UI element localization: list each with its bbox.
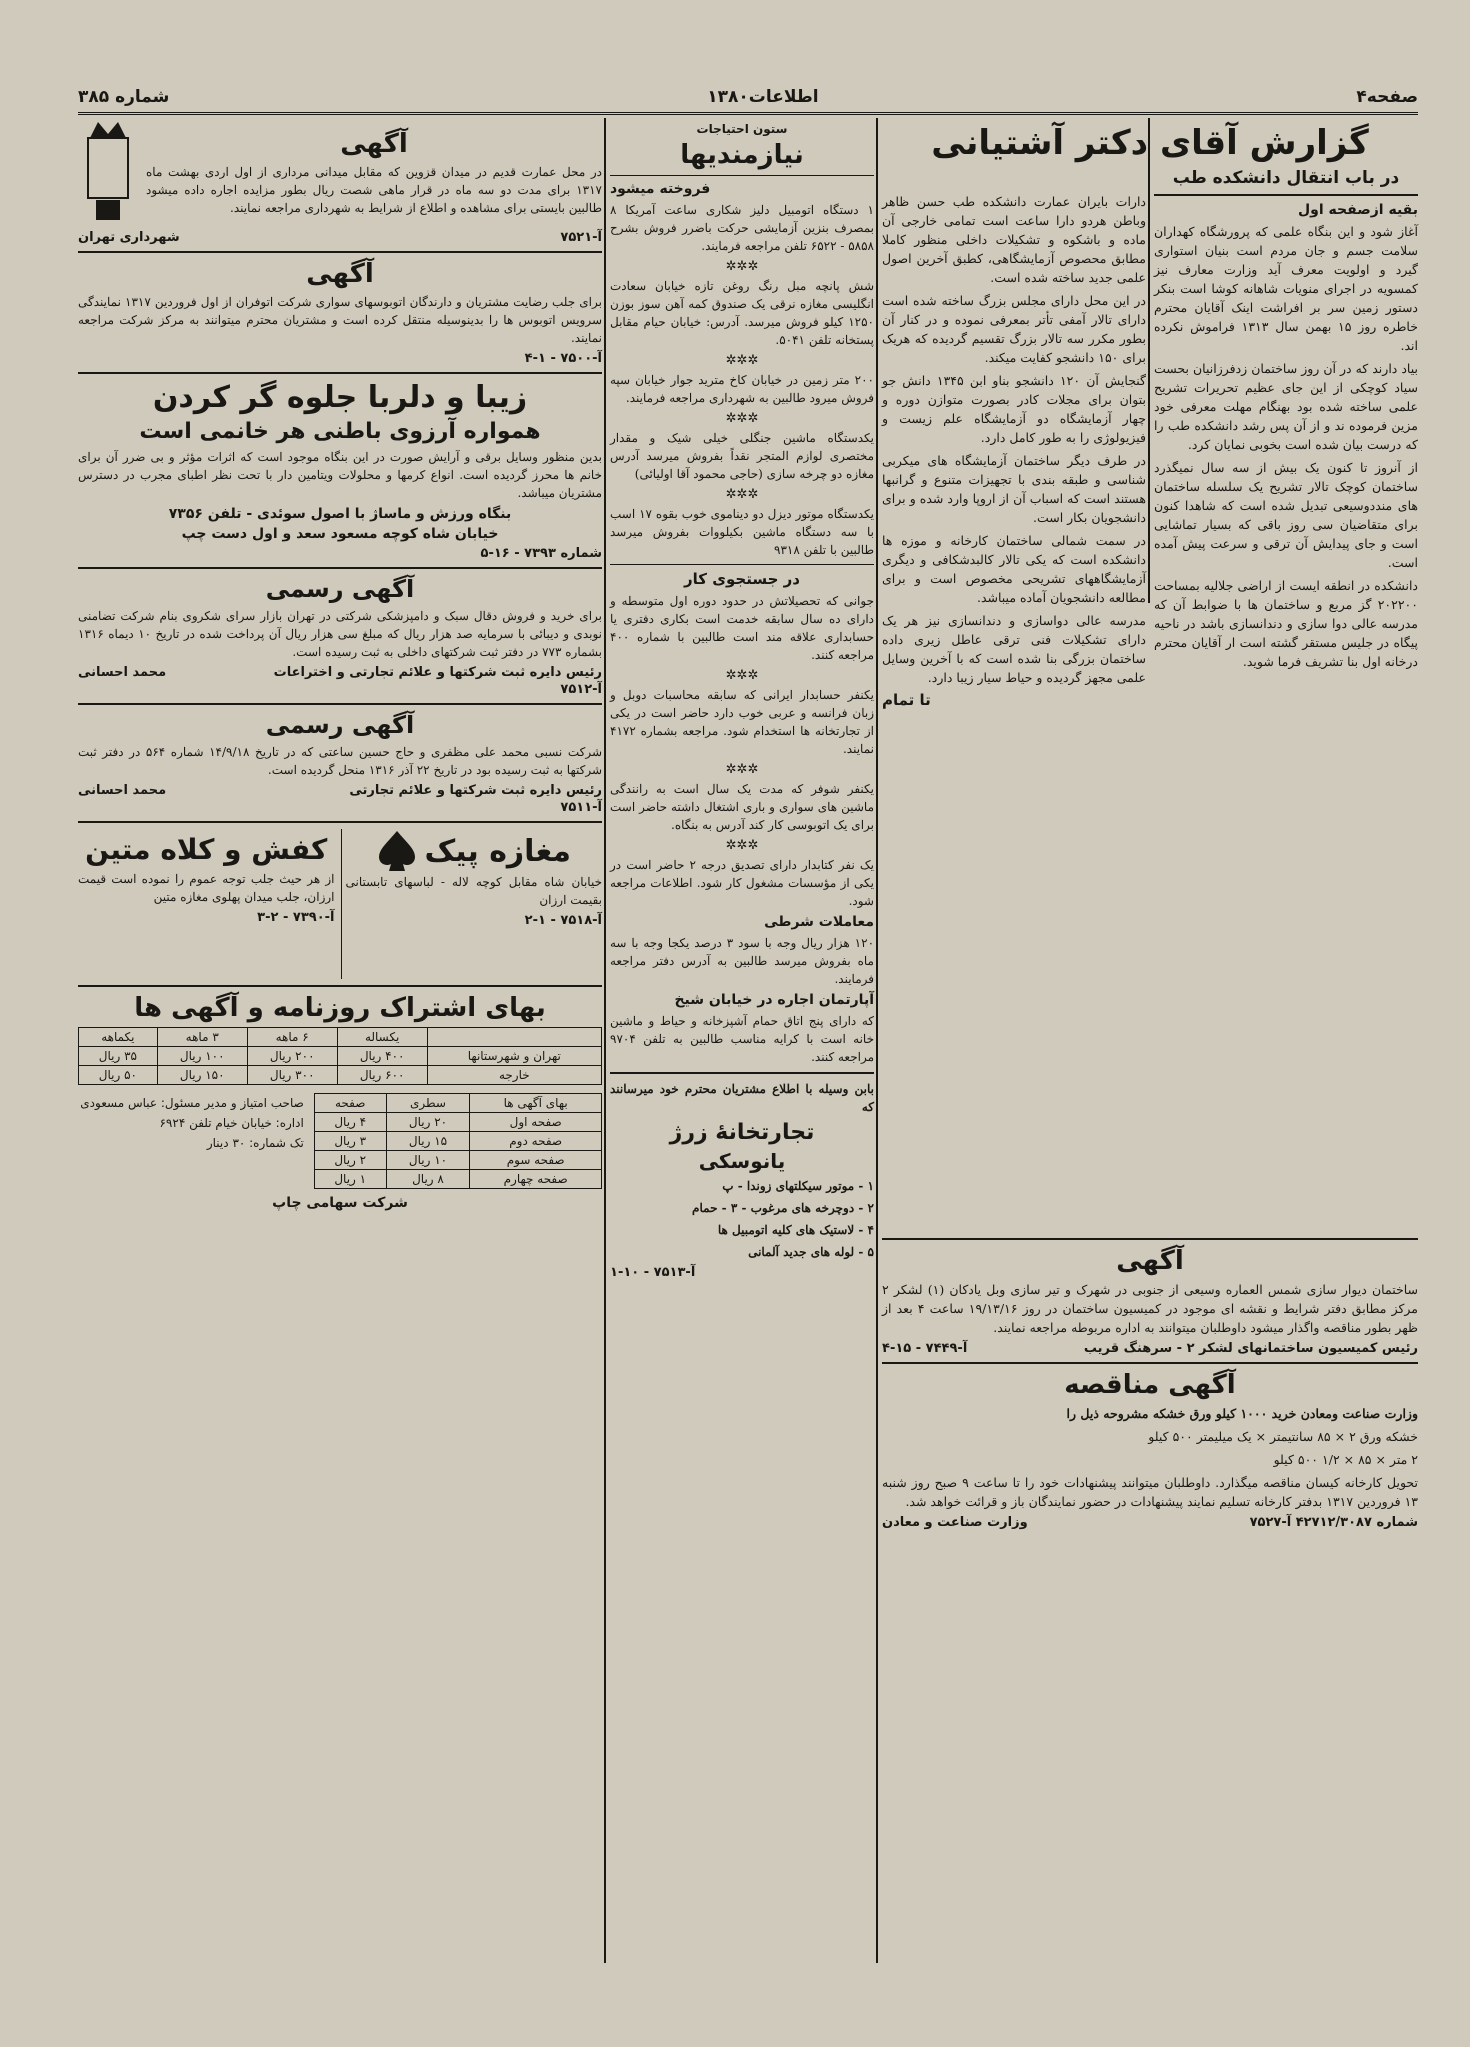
spade-icon (377, 829, 417, 873)
notice-number: آ-۷۵۲۱ (560, 230, 602, 245)
paper-name: اطلاعات۱۳۸۰ (707, 87, 819, 107)
table-row: صفحه چهارم ۸ ریال ۱ ریال (314, 1170, 601, 1189)
classified-ad: ۲۰۰ متر زمین در خیابان کاخ مترید جوار خیابان سپه فروش میرود طالبین به شهرداری مراجعه فرمایند. (610, 373, 874, 405)
notice-number: شماره ۷۳۹۳ - ۱۶-۵ (480, 546, 602, 561)
report-column-2 (882, 192, 1146, 1232)
peyk-shop-ad (341, 829, 603, 979)
subscription-table: یکساله ۶ ماهه ۳ ماهه یکماهه تهران و شهرستانها ۴۰۰ ریال ۲۰۰ ریال ۱۰۰ ریال ۳۵ ریال خارجه ۶۰۰ ریال ۳۰۰ ریال ۱۵۰ ریال ۵۰ ریال (78, 1027, 602, 1085)
paragraph: در طرف دیگر ساختمان آزمایشگاه های میکربی شناسی و طبقه بندی با تجهیزات متنوع و گرانبها هستند است که اسباب آن از اروپا وارد شده و برای دانشجویان بکار است. (882, 453, 1146, 525)
official-notice-name: محمد احسانی (78, 665, 167, 680)
table-row: خارجه ۶۰۰ ریال ۳۰۰ ریال ۱۵۰ ریال ۵۰ ریال (79, 1066, 602, 1085)
for-sale-heading: فروخته میشود (610, 181, 711, 197)
notice-number: آ-۷۵۱۲ (560, 682, 602, 697)
classifieds-column: ستون احتیاجات نیازمندیها فروخته میشود ۱ دستگاه اتومبیل دلیز شکاری ساعت آمریکا ۸ بمصرف بنزین آزمایشی حرکت باضرر فروش بشرح ۵۸۵۸ - ۶۵۲۲ تلفن مراجعه فرمایند. ✲✲✲ شش پانچه مبل رنگ روغن تازه خیابان سعادت انگلیسی مغازه نرقی یک صندوق کمه آهن سوز بوزن ۱۲۵۰ کیلو فروش میرسد. آدرس: خیابان حیام مقابل پستخانه تلفن ۵۰۴۱. ✲✲✲ ۲۰۰ متر زمین در خیابان کاخ مترید جوار خیابان سپه فروش میرود طالبین به شهرداری مراجعه فرمایند. ✲✲✲ یکدستگاه ماشین جنگلی خیلی شیک و مقدار مختصری لوازم المتجر نقداً بفروش میرسد آدرس مغازه دو چرخه سازی (حاجی محمود آقا اولیائی) ✲✲✲ یکدستگاه موتور دیزل دو دیناموی خوب بقوه ۱۷ اسب با سه دستگاه ماشین بکیلووات بفروش میرسد طالبین با تلفن ۹۳۱۸ در جستجوی کار جوانی که تحصیلاتش در حدود دوره اول متوسطه و دارای ده سال سابقه خدمت است بکاری دفتری یا حسابداری علاقه مند است طالبین با شماره ۴۰۰ مراجعه کنند. ✲✲✲ یکنفر حسابدار ایرانی که سابقه محاسبات دوبل و زبان فرانسه و عربی خوب دارد حاضر است در یکی از تجارتخانه ها استخدام شود. مراجعه بشماره ۴۱۷۲ نمایند. ✲✲✲ یکنفر شوفر که مدت یک سال است به رانندگی ماشین های سواری و باری اشتغال داشته حاضر است برای یک اتوبوسی کار کند آدرس به بنگاه. ✲✲✲ یک نفر کتابدار دارای تصدیق درجه ۲ حاضر است در یکی از مؤسسات مشغول کار شود. اطلاعات مراجعه شود. معاملات شرطی ۱۲۰ هزار ریال وجه با سود ۳ درصد یکجا وجه با سه ماه بفروش میرسد طالبین به آدرس دفتر مراجعه فرمایند. آپارتمان اجاره در خیابان شیخ که دارای پنج اتاق حمام آشپزخانه و حیاط و ماشین خانه است با کرایه مناسب طالبین به تلفن ۹۷۰۴ مراجعه کنند. بابن وسیله با اطلاع مشتریان محترم خود میرسانند که تجارتخانۀ زرژ یانوسکی ۱ - موتور سیکلتهای زوندا - پ ۲ - دوچرخه های مرغوب - ۳ - حمام ۴ - لاستیک های کلیه اتومبیل ها ۵ - لوله های جدید آلمانی آ-۷۵۱۳ - ۱۰-۱ (610, 122, 875, 1280)
tender-title: آگهی مناقصه (1064, 1370, 1236, 1400)
table-row: صفحه دوم ۱۵ ریال ۳ ریال (314, 1132, 601, 1151)
paragraph: مدرسه عالی دواسازی و دندانسازی نیز هر یک دارای تشکیلات فنی ترقی عاطل زیری داده ساختمان بزرگی بنا شده است که با آخرین وسایل علمی مجهز گردیده و حیاط سیار زیبا دارد. (882, 613, 1146, 685)
job-ad: یکنفر شوفر که مدت یک سال است به رانندگی ماشین های سواری و باری اشتغال داشته حاضر است برای یک اتوبوسی کار کند آدرس به بنگاه. (610, 782, 874, 832)
shop-name: تجارتخانۀ زرژ (669, 1120, 815, 1145)
ad-number: آ-۷۴۴۹ - ۱۵-۴ (882, 1341, 968, 1356)
official-notice-name: محمد احسانی (78, 783, 167, 798)
section-label: ستون احتیاجات (696, 122, 788, 136)
shoe-shop-text: از هر حیث جلب توجه عموم را نموده است قیمت ارزان، جلب میدان پهلوی مغازه متین (78, 872, 335, 904)
shoe-shop-ad (78, 829, 335, 979)
column-divider (876, 118, 878, 1963)
official-notice-title: آگهی رسمی (265, 711, 415, 739)
shop-owner: یانوسکی (698, 1149, 786, 1173)
official-notice-text: برای خرید و فروش دقال سبک و دامپزشکی شرکتی در تهران بازار سرای شکروی بنام شرکت تضامنی نوبدی و دیبائی با سرمایه صد هزار ریال که مبلغ سی هزار ریال آن پرداخت شده در تاریخ ۱۰ دیماه ۱۳۱۶ بشماره ۷۷۳ در دفتر ثبت شرکتهای داخلی به ثبت رسیده است. (78, 609, 602, 659)
tender-text: تحویل کارخانه کیسان مناقصه میگذارد. داوطلبان میتوانند پیشنهادات خود را تا ساعت ۹ صبح روز شنبه ۱۳ فروردین ۱۳۱۷ بدفتر کارخانه تسلیم نمایند پیشنهادات در حضور نمایندگان باز و قرائت خواهد شد. (882, 1475, 1418, 1509)
shop-item: ۴ - لاستیک های کلیه اتومبیل ها (717, 1223, 874, 1237)
peyk-shop-name: مغازه پیک (424, 833, 571, 869)
official-notice-text: شرکت نسبی محمد علی مظفری و حاج حسین ساعتی که در تاریخ ۱۴/۹/۱۸ شماره ۵۶۴ در دفتر ثبت شرکتها به ثبت رسیده بود در تاریخ ۲۲ آذر ۱۳۱۶ منحل گردیده است. (78, 745, 603, 777)
price-info: تک شماره: ۳۰ دینار (206, 1136, 304, 1150)
issue-number: شماره ۳۸۵ (78, 87, 170, 107)
column-divider (1148, 118, 1150, 603)
classified-ad: یکدستگاه موتور دیزل دو دیناموی خوب بقوه ۱۷ اسب با سه دستگاه ماشین بکیلووات بفروش میرسد طالبین با تلفن ۹۳۱۸ (610, 507, 874, 557)
shop-intro: بابن وسیله با اطلاع مشتریان محترم خود میرسانند که (610, 1082, 874, 1114)
lower-ads (882, 1232, 1418, 1962)
beauty-ad-subtitle: همواره آرزوی باطنی هر خانمی است (139, 419, 541, 444)
deals-heading: معاملات شرطی (764, 914, 874, 930)
report-subtitle: در باب انتقال دانشکده طب (1172, 168, 1400, 188)
paragraph: از آنروز تا کنون یک بیش از سه سال نمیگذرد ساختمان کوچک تالار تشریح یک سلسله ساختمان های منددوسیعی تبدیل شده است که شاهدا کنون برای متقاضیان سی روز باقی که بسیار تماشایی است و جای پیدایش آن ترقی و سرعت پیش آمده است. (1154, 460, 1418, 570)
official-notice-signature: رئیس دایره ثبت شرکتها و علائم تجارتی (349, 783, 602, 798)
tender-item: ۲ متر × ۸۵ × ۱/۲ ۵۰۰ کیلو (1273, 1452, 1418, 1467)
paragraph: گنجایش آن ۱۲۰ دانشجو بناو ابن ۱۳۴۵ دانش جو بتوان برای مجلات کادر بصورت متوازن دوره و چهار آزمایشگاه دو آزمایشگاه علم زیست و فیزیولوژی را به طور کامل دارد. (882, 373, 1147, 445)
ad-signature: رئیس کمیسیون ساختمانهای لشکر ۲ - سرهنگ قریب (1083, 1341, 1418, 1356)
notice-text: برای جلب رضایت مشتریان و دارندگان اتوبوسهای سواری شرکت اتوفران از اول فروردین ۱۳۱۷ نمایندگی سرویس اتوبوس ها را بدینوسیله منتقل کرده است و مشتریان محترم میتوانند به مرکز شرکت مراجعه نمایند. (78, 295, 603, 345)
classified-ad: ۱ دستگاه اتومبیل دلیز شکاری ساعت آمریکا ۸ بمصرف بنزین آزمایشی حرکت باضرر فروش بشرح ۵۸۵۸ - ۶۵۲۲ تلفن مراجعه فرمایند. (610, 203, 874, 253)
page-header (78, 82, 1418, 115)
deal-ad: ۱۲۰ هزار ریال وجه با سود ۳ درصد یکجا وجه با سه ماه بفروش میرسد طالبین به آدرس دفتر مراجعه فرمایند. (610, 936, 875, 986)
notices-column (78, 118, 602, 1978)
ad-number: آ-۷۵۱۳ - ۱۰-۱ (610, 1265, 696, 1280)
classified-ad: یکدستگاه ماشین جنگلی خیلی شیک و مقدار مختصری لوازم المتجر نقداً بفروش میرسد آدرس مغازه دو چرخه سازی (حاجی محمود آقا اولیائی) (610, 431, 874, 481)
jobs-heading: در جستجوی کار (684, 570, 800, 588)
continued-label: بقیه ازصفحه اول (1298, 202, 1418, 218)
official-notice-title: آگهی رسمی (265, 575, 415, 603)
column-divider (604, 118, 606, 1963)
paragraph: آغاز شود و این بنگاه علمی که پرورشگاه کهداران سلامت جسم و جان مردم است بنیان استواری گیرد و اولویت معرف آید وزارت معارف نیز کمسویه در اجرای منویات شاهانه کوشا است بنکر دستور زمین سر بر افراشت اینک آقایان محترم خاطره روز ۱۵ بهمن سال ۱۳۱۳ فراموش نکرده اند. (1154, 224, 1418, 353)
table-row: صفحه سوم ۱۰ ریال ۲ ریال (314, 1151, 601, 1170)
printer-name: شرکت سهامی چاپ (272, 1195, 408, 1211)
rent-heading: آپارتمان اجاره در خیابان شیخ (674, 992, 874, 1008)
notice-number: آ-۷۵۱۱ (560, 800, 602, 815)
notice-number: آ-۷۵۰۰ - ۱-۴ (524, 351, 602, 366)
beauty-ad-address: بنگاه ورزش و ماساژ با اصول سوئدی - تلفن ۷۳۵۶ (168, 506, 512, 522)
beauty-ad-title: زیبا و دلربا جلوه گر کردن (152, 380, 528, 415)
paragraph: بیاد دارند که در آن روز ساختمان زدفرزانیان بحست سیاد کوچکی از این جای عظیم تحریرات تشریح علمی ساخته شده بود بهنگام مهلت معرفی خود مزین فرموده ند و از آن پس رشد دانشکده طب را که درست بیان شده است بخوبی نمایان کرد. (1154, 361, 1418, 452)
ad-title: آگهی (1116, 1246, 1184, 1276)
ad-text: ساختمان دیوار سازی شمس العماره وسیعی از جنوبی در شهرک و تیر سازی وبل یادکان (۱) لشکر ۲ مرکز مطابق دفتر شرایط و نقشه ای موجود در کمیسیون ساختمان در روز ۱۹/۱۳/۱۶ ساعت ۴ بعد از ظهر بطور مناقصه واگذار میشود داوطلبان میتوانند به اداره مربوطه مراجعه نمایند. (882, 1282, 1419, 1335)
notice-signature: شهرداری تهران (78, 230, 180, 245)
newspaper-page (78, 82, 1418, 2007)
subscription-title: بهای اشتراک روزنامه و آگهی ها (134, 993, 546, 1023)
shop-item: ۵ - لوله های جدید آلمانی (748, 1245, 874, 1259)
shoe-shop-name: کفش و کلاه متین (85, 833, 328, 866)
classified-ad: شش پانچه مبل رنگ روغن تازه خیابان سعادت انگلیسی مغازه نرقی یک صندوق کمه آهن سوز بوزن ۱۲۵۰ کیلو فروش میرسد. آدرس: خیابان حیام مقابل پستخانه تلفن ۵۰۴۱. (610, 279, 874, 347)
to-be-continued: تا تمام (882, 691, 931, 709)
peyk-shop-text: خیابان شاه مقابل کوچه لاله - لباسهای تابستانی بقیمت ارزان (345, 875, 602, 907)
job-ad: یکنفر حسابدار ایرانی که سابقه محاسبات دوبل و زبان فرانسه و عربی خوب دارد حاضر است در یکی از تجارتخانه ها استخدام شود. مراجعه بشماره ۴۱۷۲ نمایند. (610, 688, 874, 756)
official-notice-signature: رئیس دایره ثبت شرکتها و علائم تجارتی و اختراعات (273, 665, 602, 680)
report-title: گزارش آقای دکتر آشتیانی (931, 123, 1369, 163)
paragraph: دارات بایران عمارت دانشکده طب حسن ظاهر وباطن هردو دارا ساعت است تمامی خارجی آن ماده و باشکوه و تشکیلات داخلی منظور کاملا مطابق محصوص آزمایشگاهی، کطبق آخرین اصول علمی جدید ساخته شده است. (882, 194, 1146, 285)
paragraph: دانشکده در انطقه ایست از اراضی جلالیه بمساحت ۲۰۲۲۰۰ گز مربع و ساختمان ها با ضوابط آن که مدرسه عالی دوا سازی و دندانسازی باشد در ناحیه پیگاه در جلیس مستقر گشته است ار آقایان محترم درخانه اول بنا تشریف فرما شوید. (1154, 578, 1418, 669)
crown-emblem-icon (78, 118, 138, 228)
table-row: تهران و شهرستانها ۴۰۰ ریال ۲۰۰ ریال ۱۰۰ ریال ۳۵ ریال (79, 1047, 602, 1066)
publisher-info: صاحب امتیاز و مدیر مسئول: عباس مسعودی (80, 1096, 304, 1110)
beauty-ad-text: بدین منظور وسایل برقی و آرایش صورت در این بنگاه موجود است که اثرات مؤثر و بی ضرر آن برای خانم ها محرز گردیده است. انواع کرمها و محلولات ویتامین دار با تحت نظر اطبای مجرب در دسترس مشتریان میباشد. (78, 450, 602, 500)
classifieds-title: نیازمندیها (680, 140, 804, 170)
shop-item: ۲ - دوچرخه های مرغوب - ۳ - حمام (692, 1201, 874, 1215)
tender-item: خشکه ورق ۲ × ۸۵ سانتیمتر × یک میلیمتر ۵۰۰ کیلو (1148, 1429, 1418, 1444)
ad-number: آ-۷۵۱۸ - ۱-۲ (524, 913, 602, 928)
tender-number: شماره ۴۲۷۱۲/۳۰۸۷ آ-۷۵۲۷ (1249, 1515, 1418, 1530)
paragraph: در این محل دارای مجلس بزرگ ساخته شده است دارای تالار آمفی تأتر بمعرفی نموده و در کنار آن بطور مکرر سه تالار بزرگ تقسیم گردیده که هریک برای ۱۵۰ دانشجو کفایت میکند. (882, 293, 1146, 365)
notice-text: در محل عمارت قدیم در میدان قزوین که مقابل میدانی مرداری از اول اردی بهشت ماه ۱۳۱۷ برای مدت دو سه ماه در قرار ماهی شصت ریال بطور مزایده اجاره داده میشود طالبین بایستی برای مشاهده و اطلاع از شرایط به شهرداری مراجعه نمایند. (146, 165, 602, 215)
beauty-ad-address2: خیابان شاه کوچه مسعود سعد و اول دست چپ (181, 526, 499, 542)
notice-title: آگهی (340, 129, 408, 159)
job-ad: جوانی که تحصیلاتش در حدود دوره اول متوسطه و دارای ده سال سابقه خدمت است بکاری دفتری یا حسابداری علاقه مند است طالبین با شماره ۴۰۰ مراجعه کنند. (610, 594, 874, 662)
job-ad: یک نفر کتابدار دارای تصدیق درجه ۲ حاضر است در یکی از مؤسسات مشغول کار شود. اطلاعات مراجعه شود. (610, 858, 874, 908)
ad-rates-table: بهای آگهی ها سطری صفحه صفحه اول ۲۰ ریال ۴ ریال صفحه دوم ۱۵ ریال ۳ ریال صفحه سوم ۱۰ ریال ۲ ریال صفحه چهارم ۸ ریال ۱ ریال (314, 1093, 602, 1189)
shop-item: ۱ - موتور سیکلتهای زوندا - پ (722, 1179, 874, 1193)
rent-ad: که دارای پنج اتاق حمام آشپزخانه و حیاط و ماشین خانه است با کرایه مناسب طالبین به تلفن ۹۷۰۴ مراجعه کنند. (610, 1014, 874, 1064)
ad-number: آ-۷۳۹۰ - ۲-۳ (257, 910, 335, 925)
tender-signature: وزارت صناعت و معادن (882, 1515, 1028, 1530)
table-row: صفحه اول ۲۰ ریال ۴ ریال (314, 1113, 601, 1132)
office-info: اداره: خیابان خیام تلفن ۶۹۲۴ (159, 1116, 304, 1130)
notice-title: آگهی (306, 259, 374, 289)
tender-intro: وزارت صناعت ومعادن خرید ۱۰۰۰ کیلو ورق خشکه مشروحه ذیل را (1066, 1406, 1418, 1421)
page-number: صفحه۴ (1356, 87, 1418, 107)
paragraph: در سمت شمالی ساختمان کارخانه و موزه ها دانشکده است که یکی تالار کالبدشکافی و دیگری آزمایشگاههای تشریحی مخصوص است و برای مطالعه دانشجویان آماده میباشد. (882, 533, 1146, 605)
